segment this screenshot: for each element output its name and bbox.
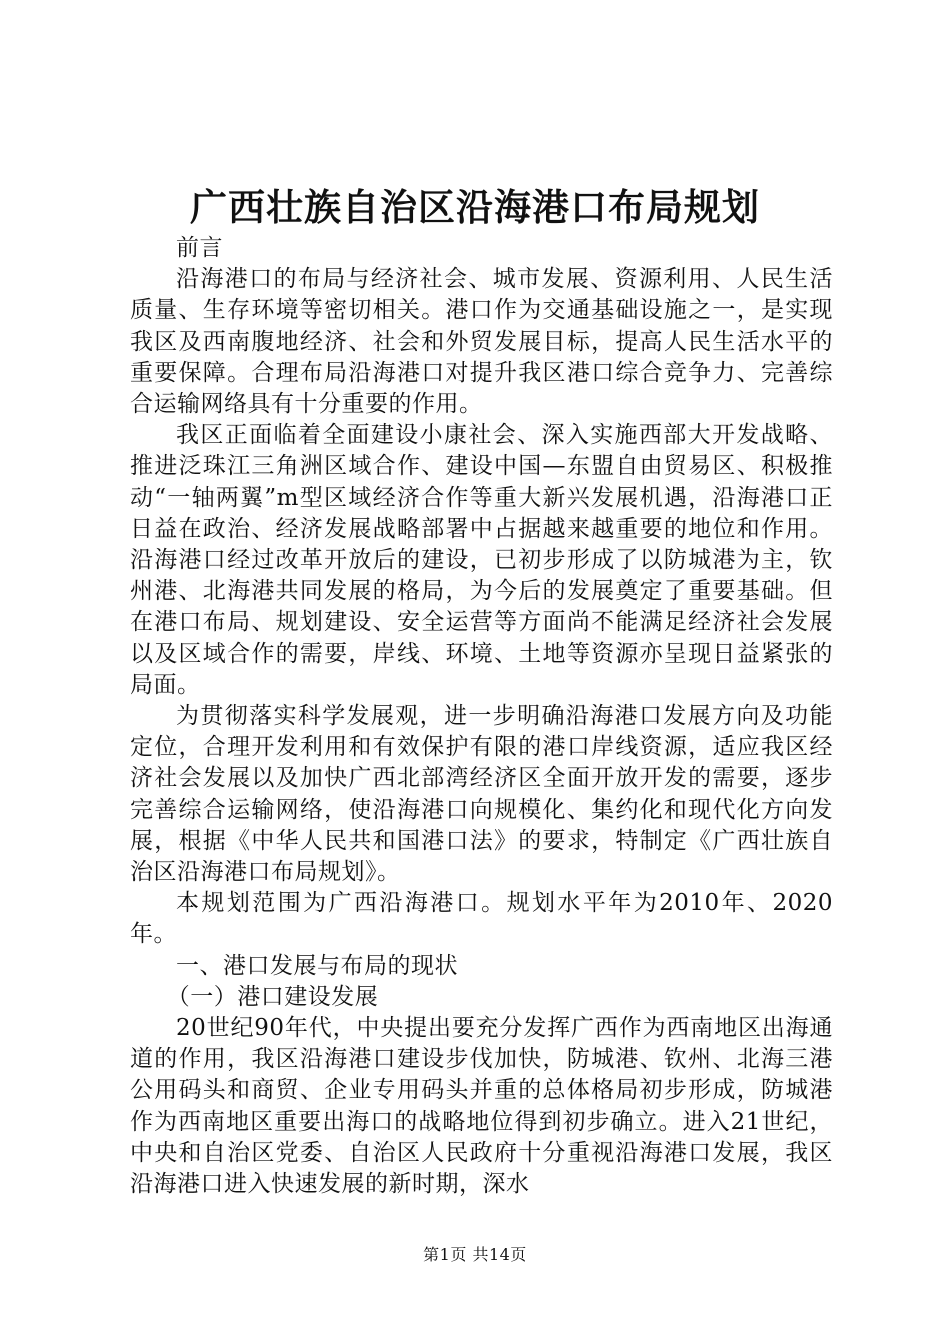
subsection-heading: （一）港口建设发展 [166, 983, 379, 1010]
section-heading: 一、港口发展与布局的现状 [176, 952, 458, 979]
document-body [130, 233, 833, 1200]
paragraph: 沿海港口的布局与经济社会、城市发展、资源利用、人民生活质量、生存环境等密切相关。港口作为交通基础设施之一，是实现我区及西南腹地经济、社会和外贸发展目标，提高人民生活水平的重要保障。合理布局沿海港口对提升我区港口综合竞争力、完善综合运输网络具有十分重要的作用。 [130, 266, 833, 418]
document-title: 广西壮族自治区沿海港口布局规划 [190, 186, 760, 229]
paragraph: 为贯彻落实科学发展观，进一步明确沿海港口发展方向及功能定位，合理开发利用和有效保护有限的港口岸线资源，适应我区经济社会发展以及加快广西北部湾经济区全面开放开发的需要，逐步完善综合运输网络，使沿海港口向规模化、集约化和现代化方向发展，根据《中华人民共和国港口法》的要求，特制定《广西壮族自治区沿海港口布局规划》。 [130, 703, 833, 886]
paragraph: 本规划范围为广西沿海港口。规划水平年为2010年、2020年。 [130, 890, 833, 948]
paragraph: 20世纪90年代，中央提出要充分发挥广西作为西南地区出海通道的作用，我区沿海港口建设步伐加快，防城港、钦州、北海三港公用码头和商贸、企业专用码头并重的总体格局初步形成，防城港作为西南地区重要出海口的战略地位得到初步确立。进入21世纪，中央和自治区党委、自治区人民政府十分重视沿海港口发展，我区沿海港口进入快速发展的新时期，深水 [130, 1015, 833, 1198]
paragraph: 我区正面临着全面建设小康社会、深入实施西部大开发战略、推进泛珠江三角洲区域合作、建设中国—东盟自由贸易区、积极推动“一轴两翼”m型区域经济合作等重大新兴发展机遇，沿海港口正日益在政治、经济发展战略部署中占据越来越重要的地位和作用。沿海港口经过改革开放后的建设，已初步形成了以防城港为主，钦州港、北海港共同发展的格局，为今后的发展奠定了重要基础。但在港口布局、规划建设、安全运营等方面尚不能满足经济社会发展以及区域合作的需要，岸线、环境、土地等资源亦呈现日益紧张的局面。 [130, 422, 833, 698]
page-number-footer: 第1页 共14页 [423, 1245, 527, 1264]
paragraph-preface-heading: 前言 [176, 235, 223, 261]
